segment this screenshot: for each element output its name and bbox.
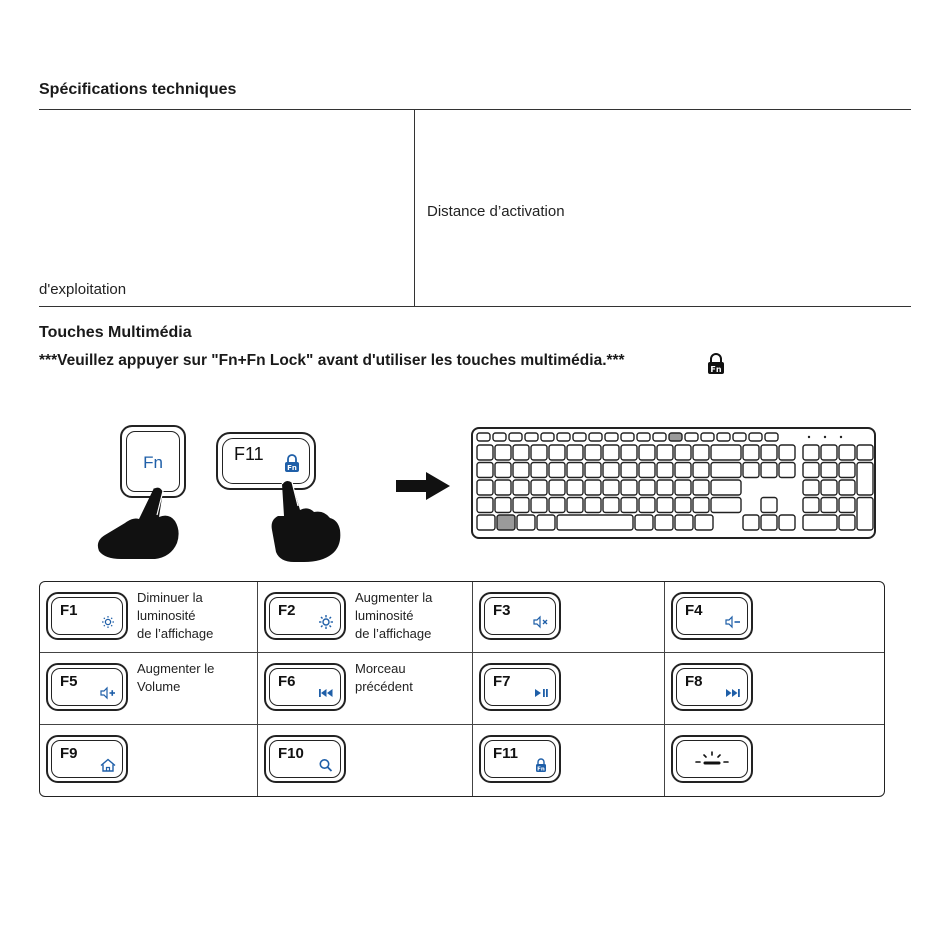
hand-pointing-fn-icon — [96, 484, 186, 562]
keyboard-key — [585, 498, 601, 513]
keyboard-led — [808, 436, 810, 438]
keyboard-key — [513, 498, 529, 513]
keyboard-key — [637, 433, 650, 441]
brightness-up-icon — [317, 615, 335, 629]
keyboard-key — [779, 515, 795, 530]
keyboard-key — [693, 480, 709, 495]
keyboard-key — [549, 498, 565, 513]
keyboard-key — [603, 463, 619, 478]
keyboard-led — [824, 436, 826, 438]
key-description-line: de l’affichage — [137, 626, 214, 641]
keyboard-key — [821, 445, 837, 460]
specs-top-rule — [39, 109, 911, 110]
fn-lock-icon — [706, 353, 726, 375]
f1-key — [46, 592, 128, 640]
keyboard-key — [657, 463, 673, 478]
f10-key — [264, 735, 346, 783]
svg-text:Fn: Fn — [287, 464, 297, 472]
keyboard-key — [639, 480, 655, 495]
key-description-line: Diminuer la — [137, 590, 203, 605]
keyboard-key — [711, 480, 741, 495]
function-key-cell — [257, 652, 467, 722]
keyboard-key — [621, 498, 637, 513]
keyboard-key — [803, 480, 819, 495]
keyboard-key — [541, 433, 554, 441]
specs-column-divider — [414, 109, 415, 306]
home-icon — [99, 758, 117, 772]
keyboard-key — [537, 515, 555, 530]
keyboard-key — [693, 463, 709, 478]
keyboard-key — [639, 445, 655, 460]
volume-down-icon — [724, 615, 742, 629]
f11-key-label: F11 — [234, 444, 264, 464]
f8-key — [671, 663, 753, 711]
keyboard-key — [655, 515, 673, 530]
play-pause-icon — [532, 686, 550, 700]
keyboard-key — [639, 498, 655, 513]
previous-track-icon — [317, 686, 335, 700]
keyboard-key — [603, 480, 619, 495]
keyboard-key — [621, 445, 637, 460]
keyboard-key — [513, 480, 529, 495]
keyboard-key — [675, 445, 691, 460]
key-description — [137, 589, 213, 643]
keyboard-key — [653, 433, 666, 441]
keyboard-key — [603, 498, 619, 513]
function-key-cell — [472, 652, 682, 722]
keyboard-illustration — [471, 427, 876, 539]
keyboard-key — [621, 480, 637, 495]
key-description — [355, 589, 432, 643]
function-key-cell — [664, 652, 874, 722]
keyboard-key — [531, 445, 547, 460]
search-icon — [317, 758, 335, 772]
keyboard-key — [717, 433, 730, 441]
svg-text:Fn: Fn — [537, 766, 545, 772]
f11-key — [479, 735, 561, 783]
keyboard-key — [675, 463, 691, 478]
function-key-cell — [472, 724, 682, 794]
keyboard-key — [765, 433, 778, 441]
keyboard-key — [711, 445, 741, 460]
keyboard-key — [821, 463, 837, 478]
f6-key — [264, 663, 346, 711]
function-key-cell — [472, 581, 682, 651]
keyboard-key — [821, 498, 837, 513]
key-label: F11 — [493, 745, 519, 762]
f5-key — [46, 663, 128, 711]
key-label: F1 — [60, 602, 78, 619]
keyboard-key — [761, 445, 777, 460]
keyboard-key — [701, 433, 714, 441]
function-key-cell — [257, 581, 467, 651]
f2-key — [264, 592, 346, 640]
keyboard-key — [743, 445, 759, 460]
key-description — [137, 660, 214, 696]
keyboard-key — [603, 445, 619, 460]
keyboard-key — [567, 463, 583, 478]
key-label: F10 — [278, 745, 304, 762]
specs-left-label: d'exploitation — [39, 281, 127, 298]
keyboard-key — [803, 498, 819, 513]
keyboard-key — [693, 445, 709, 460]
keyboard-key — [821, 480, 837, 495]
f9-key — [46, 735, 128, 783]
f7-key — [479, 663, 561, 711]
keyboard-key — [557, 515, 633, 530]
keyboard-keys — [473, 429, 874, 537]
f3-key — [479, 592, 561, 640]
keyboard-key — [495, 463, 511, 478]
keyboard-key — [749, 433, 762, 441]
keyboard-key — [657, 445, 673, 460]
keyboard-key — [839, 515, 855, 530]
fn-lock-icon — [284, 454, 300, 472]
svg-text:Fn: Fn — [710, 365, 722, 374]
keyboard-key — [531, 480, 547, 495]
function-key-cell — [39, 724, 249, 794]
keyboard-key — [477, 433, 490, 441]
keyboard-key — [493, 433, 506, 441]
keyboard-key — [549, 445, 565, 460]
keyboard-key — [779, 463, 795, 478]
multimedia-note: ***Veuillez appuyer sur "Fn+Fn Lock" avant d'utiliser les touches multimédia.*** — [39, 352, 625, 369]
keyboard-led — [840, 436, 842, 438]
keyboard-key — [477, 515, 495, 530]
key-label: F8 — [685, 673, 703, 690]
keyboard-key — [693, 498, 709, 513]
keyboard-key — [589, 433, 602, 441]
keyboard-key — [779, 445, 795, 460]
volume-up-icon — [99, 686, 117, 700]
keyboard-key — [531, 498, 547, 513]
key-description-line: Volume — [137, 679, 181, 694]
keyboard-key — [733, 433, 746, 441]
keyboard-key — [711, 498, 741, 513]
keyboard-key — [803, 445, 819, 460]
keyboard-key — [669, 433, 682, 441]
key-label: F2 — [278, 602, 296, 619]
keyboard-key — [477, 498, 493, 513]
keyboard-key — [711, 463, 741, 478]
keyboard-key — [509, 433, 522, 441]
keyboard-key — [857, 445, 873, 460]
keyboard-key — [761, 498, 777, 513]
keyboard-key — [585, 463, 601, 478]
keyboard-key — [803, 463, 819, 478]
keyboard-key — [839, 498, 855, 513]
keyboard-key — [495, 445, 511, 460]
keyboard-key — [839, 445, 855, 460]
key-label: F7 — [493, 673, 511, 690]
keyboard-key — [839, 480, 855, 495]
key-description-line: luminosité — [355, 608, 414, 623]
keyboard-key — [761, 515, 777, 530]
keyboard-key — [685, 433, 698, 441]
keyboard-key — [495, 498, 511, 513]
keyboard-key — [635, 515, 653, 530]
keyboard-key — [743, 515, 759, 530]
keyboard-key — [573, 433, 586, 441]
fn-key-label: Fn — [143, 453, 163, 472]
keyboard-key — [477, 463, 493, 478]
keyboard-key — [803, 515, 837, 530]
function-key-cell — [39, 652, 249, 722]
keyboard-key — [675, 515, 693, 530]
keyboard-key — [621, 463, 637, 478]
keyboard-key — [857, 463, 873, 496]
f4-key — [671, 592, 753, 640]
key-description-line: de l’affichage — [355, 626, 432, 641]
keyboard-key — [585, 445, 601, 460]
keyboard-key — [525, 433, 538, 441]
keyboard-key — [857, 498, 873, 531]
function-key-cell — [664, 581, 874, 651]
key-description-line: Augmenter le — [137, 661, 215, 676]
keyboard-key — [585, 480, 601, 495]
keyboard-key — [621, 433, 634, 441]
keyboard-key — [549, 480, 565, 495]
key-description-line: luminosité — [137, 608, 196, 623]
keyboard-key — [675, 498, 691, 513]
keyboard-key — [513, 463, 529, 478]
keyboard-key — [549, 463, 565, 478]
function-key-cell — [664, 724, 874, 794]
brightness-down-icon — [99, 615, 117, 629]
backlight-key — [671, 735, 753, 783]
specs-title: Spécifications techniques — [39, 81, 237, 98]
keyboard-key — [675, 480, 691, 495]
key-label: F6 — [278, 673, 296, 690]
key-label: F9 — [60, 745, 78, 762]
multimedia-title: Touches Multimédia — [39, 324, 192, 341]
keyboard-key — [743, 463, 759, 478]
arrow-right-icon — [396, 472, 450, 500]
fn-lock-icon — [532, 758, 550, 772]
next-track-icon — [724, 686, 742, 700]
keyboard-key — [761, 463, 777, 478]
function-key-cell — [257, 724, 467, 794]
key-description-line: Augmenter la — [355, 590, 433, 605]
key-label: F4 — [685, 602, 703, 619]
keyboard-key — [557, 433, 570, 441]
keyboard-key — [695, 515, 713, 530]
keyboard-key — [531, 463, 547, 478]
keyboard-key — [657, 498, 673, 513]
key-label: F3 — [493, 602, 511, 619]
specs-bottom-rule — [39, 306, 911, 307]
key-description-line: précédent — [355, 679, 413, 694]
specs-right-label: Distance d’activation — [427, 203, 565, 220]
function-key-cell — [39, 581, 249, 651]
key-label: F5 — [60, 673, 78, 690]
keyboard-key — [513, 445, 529, 460]
key-description — [355, 660, 413, 696]
keyboard-key — [567, 498, 583, 513]
keyboard-key — [517, 515, 535, 530]
key-description-line: Morceau — [355, 661, 406, 676]
keyboard-key — [657, 480, 673, 495]
keyboard-key — [497, 515, 515, 530]
keyboard-key — [605, 433, 618, 441]
keyboard-key — [639, 463, 655, 478]
backlight-icon — [690, 749, 734, 769]
keyboard-key — [477, 445, 493, 460]
keyboard-key — [495, 480, 511, 495]
keyboard-key — [477, 480, 493, 495]
keyboard-key — [839, 463, 855, 478]
keyboard-key — [567, 480, 583, 495]
mute-icon — [532, 615, 550, 629]
hand-pointing-f11-icon — [262, 478, 352, 562]
keyboard-key — [567, 445, 583, 460]
